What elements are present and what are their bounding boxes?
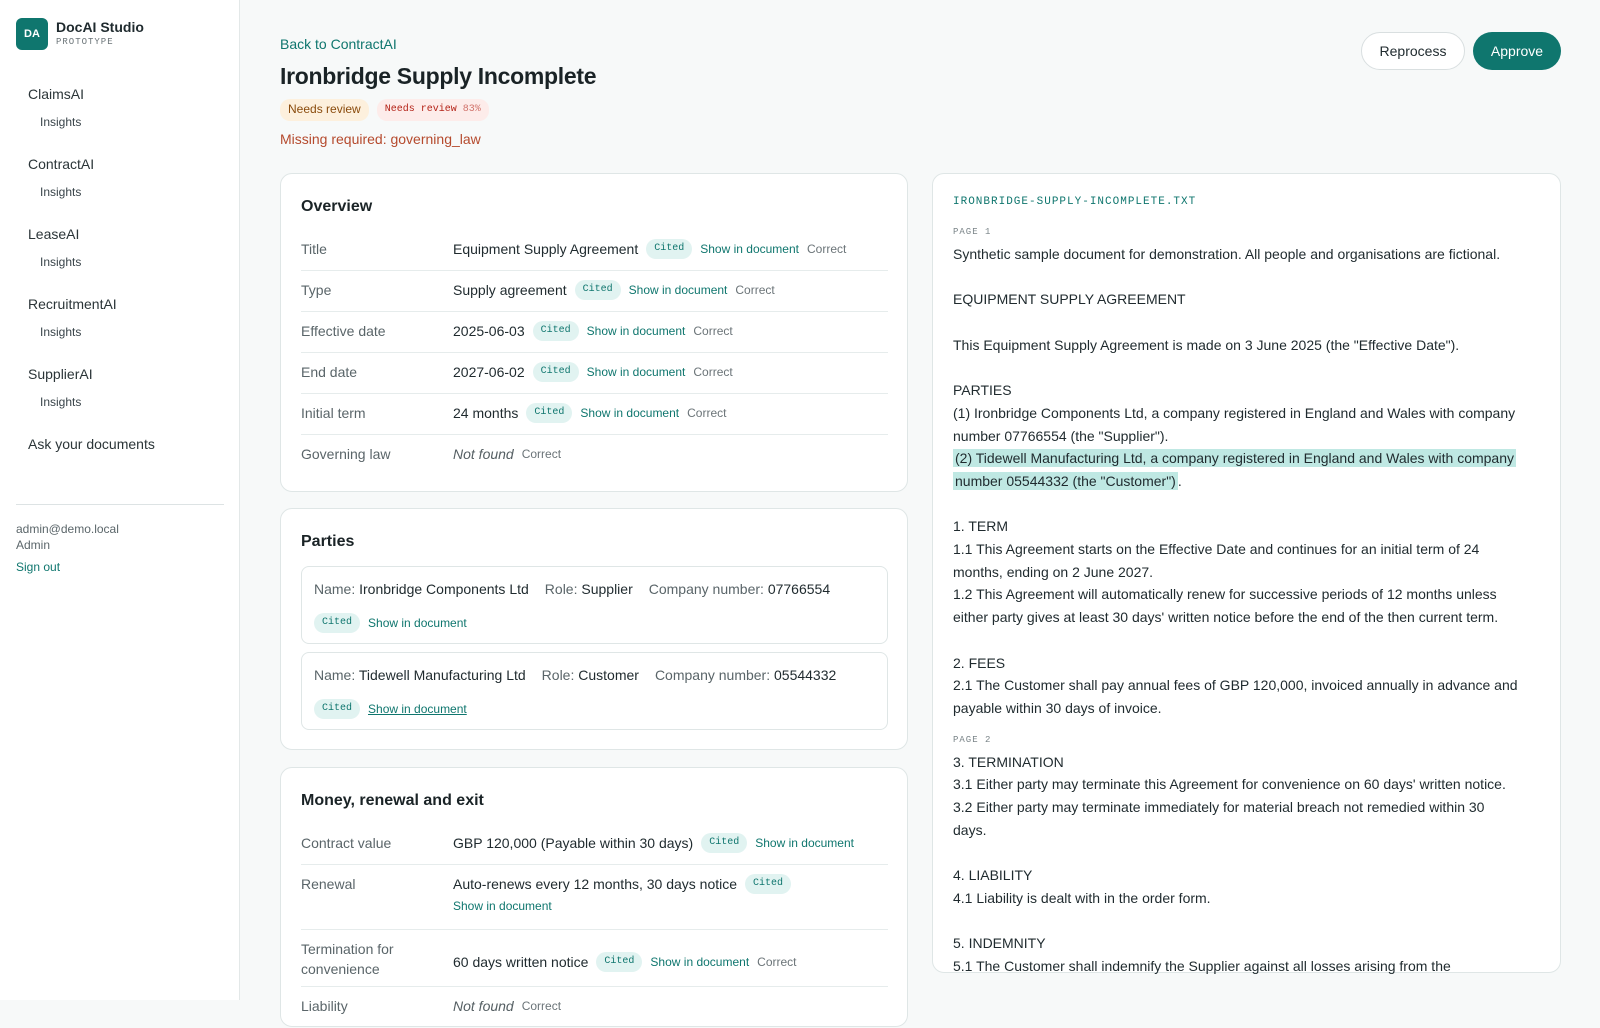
sidebar-subitem-claimsai-insights[interactable]: Insights bbox=[40, 115, 82, 129]
document-body bbox=[953, 224, 1543, 978]
document-line: months, ending on 2 June 2027. bbox=[953, 563, 1154, 580]
document-line: Synthetic sample document for demonstration. All people and organisations are fictional. bbox=[953, 246, 1501, 262]
party-name-label: Name: bbox=[314, 581, 356, 597]
party-name: Tidewell Manufacturing Ltd bbox=[358, 667, 526, 683]
correct-link[interactable]: Correct bbox=[693, 324, 733, 338]
page-label: PAGE 1 bbox=[953, 227, 992, 237]
missing-required-warning: Missing required: governing_law bbox=[280, 131, 481, 147]
party-role-label: Role: bbox=[541, 667, 575, 683]
sidebar-item-leaseai[interactable]: LeaseAI bbox=[28, 226, 80, 242]
field-value-not-found: Not found bbox=[453, 446, 514, 462]
cited-badge: Cited bbox=[533, 321, 579, 341]
reprocess-button[interactable]: Reprocess bbox=[1361, 32, 1465, 70]
correct-link[interactable]: Correct bbox=[521, 447, 562, 461]
show-in-document-link[interactable]: Show in document bbox=[586, 365, 686, 379]
field-value: Supply agreement bbox=[453, 282, 567, 298]
sidebar-item-claimsai[interactable]: ClaimsAI bbox=[28, 86, 85, 102]
field-value: Auto-renews every 12 months, 30 days notice bbox=[453, 876, 738, 892]
sidebar-subitem-supplierai-insights[interactable]: Insights bbox=[40, 395, 82, 409]
field-label: Effective date bbox=[301, 323, 386, 339]
sidebar bbox=[0, 0, 240, 1000]
field-value: GBP 120,000 (Payable within 30 days) bbox=[453, 835, 694, 851]
field-value: 2027-06-02 bbox=[453, 364, 525, 380]
field-value: 2025-06-03 bbox=[453, 323, 525, 339]
field-row-termination bbox=[301, 930, 888, 987]
document-filename: IRONBRIDGE-SUPPLY-INCOMPLETE.TXT bbox=[953, 196, 1197, 208]
user-email: admin@demo.local bbox=[16, 522, 119, 536]
document-viewer[interactable] bbox=[932, 173, 1561, 973]
document-line: 5.1 The Customer shall indemnify the Supplier against all losses arising from the bbox=[953, 957, 1451, 974]
document-line: 3.2 Either party may terminate immediately for material breach not remedied within 30 bbox=[953, 799, 1485, 816]
document-line: days. bbox=[953, 821, 987, 838]
correct-link[interactable]: Correct bbox=[806, 242, 847, 256]
citation-highlight: (2) Tidewell Manufacturing Ltd, a company registered in England and Wales with company bbox=[955, 450, 1514, 467]
overview-card bbox=[280, 173, 908, 492]
field-value-not-found: Not found bbox=[453, 998, 514, 1014]
page-title: Ironbridge Supply Incomplete bbox=[280, 63, 597, 89]
document-line: This Equipment Supply Agreement is made on 3 June 2025 (the "Effective Date"). bbox=[953, 336, 1460, 353]
status-badges bbox=[280, 99, 489, 121]
field-row-contract-value bbox=[301, 824, 888, 865]
review-badge-label: Needs review bbox=[384, 104, 457, 115]
cited-badge: Cited bbox=[314, 613, 360, 633]
document-line: (1) Ironbridge Components Ltd, a company registered in England and Wales with company bbox=[953, 404, 1516, 421]
citation-highlight: number 05544332 (the "Customer") bbox=[955, 472, 1176, 489]
sidebar-nav bbox=[16, 80, 224, 458]
correct-link[interactable]: Correct bbox=[735, 283, 775, 297]
field-row-type bbox=[301, 271, 888, 312]
brand[interactable] bbox=[16, 18, 144, 50]
document-line: 2. FEES bbox=[953, 654, 1006, 671]
parties-card bbox=[280, 508, 908, 750]
show-in-document-link[interactable]: Show in document bbox=[368, 616, 467, 630]
document-line: payable within 30 days of invoice. bbox=[953, 699, 1162, 716]
sidebar-item-contractai[interactable]: ContractAI bbox=[28, 156, 95, 172]
field-value: 24 months bbox=[453, 405, 519, 421]
field-row-initial-term bbox=[301, 394, 888, 435]
cited-badge: Cited bbox=[596, 952, 642, 972]
document-line bbox=[953, 910, 1543, 933]
brand-subtitle: PROTOTYPE bbox=[56, 37, 114, 47]
sidebar-item-supplierai[interactable]: SupplierAI bbox=[28, 366, 93, 382]
document-line bbox=[953, 356, 1543, 379]
sidebar-item-ask-documents[interactable]: Ask your documents bbox=[28, 436, 155, 452]
field-label: Type bbox=[301, 282, 332, 298]
document-line: 4. LIABILITY bbox=[953, 867, 1033, 884]
sidebar-subitem-contractai-insights[interactable]: Insights bbox=[40, 185, 82, 199]
document-line: 5. INDEMNITY bbox=[953, 935, 1046, 952]
approve-button[interactable]: Approve bbox=[1473, 32, 1561, 70]
parties-title: Parties bbox=[301, 533, 355, 550]
show-in-document-link[interactable]: Show in document bbox=[586, 324, 686, 338]
document-page-1-lines-cont bbox=[953, 493, 1543, 720]
sidebar-divider bbox=[16, 504, 224, 505]
show-in-document-link[interactable]: Show in document bbox=[580, 406, 680, 420]
show-in-document-link[interactable]: Show in document bbox=[650, 955, 750, 969]
field-row-governing-law bbox=[301, 435, 888, 476]
document-line: number 07766554 (the "Supplier"). bbox=[953, 427, 1169, 444]
correct-link[interactable]: Correct bbox=[687, 406, 727, 420]
document-line: either party gives at least 30 days' written notice before the end of the then current term. bbox=[953, 609, 1499, 626]
field-label: Contract value bbox=[301, 835, 392, 851]
sign-out-link[interactable]: Sign out bbox=[16, 560, 61, 574]
party-item bbox=[301, 566, 888, 644]
party-company-number: 05544332 bbox=[774, 667, 837, 683]
user-box bbox=[16, 521, 119, 575]
review-confidence-badge bbox=[377, 99, 489, 121]
field-label: Liability bbox=[301, 998, 348, 1014]
brand-name: DocAI Studio bbox=[56, 19, 144, 35]
citation-tail: . bbox=[1177, 472, 1182, 489]
field-value: Equipment Supply Agreement bbox=[453, 241, 639, 257]
document-line: 3.1 Either party may terminate this Agreement for convenience on 60 days' written notice. bbox=[953, 776, 1506, 793]
page-label: PAGE 2 bbox=[953, 734, 992, 745]
document-line bbox=[953, 266, 1543, 289]
document-line bbox=[953, 493, 1543, 516]
field-value: 60 days written notice bbox=[453, 954, 589, 970]
sidebar-item-recruitmentai[interactable]: RecruitmentAI bbox=[28, 296, 117, 312]
cited-badge: Cited bbox=[533, 362, 579, 382]
field-label: Governing law bbox=[301, 446, 391, 462]
document-line bbox=[953, 629, 1543, 652]
party-role: Customer bbox=[578, 667, 639, 683]
party-item bbox=[301, 652, 888, 730]
back-link[interactable]: Back to ContractAI bbox=[280, 36, 397, 52]
field-row-end-date bbox=[301, 353, 888, 394]
brand-logo: DA bbox=[16, 18, 48, 50]
cited-badge: Cited bbox=[701, 833, 747, 853]
highlighted-citation-cont bbox=[953, 470, 1543, 493]
document-line: EQUIPMENT SUPPLY AGREEMENT bbox=[953, 291, 1186, 308]
correct-link[interactable]: Correct bbox=[757, 955, 797, 969]
highlighted-citation bbox=[953, 447, 1543, 470]
field-label: Initial term bbox=[301, 405, 366, 421]
document-line bbox=[953, 842, 1543, 865]
show-in-document-link[interactable]: Show in document bbox=[368, 702, 467, 716]
show-in-document-link[interactable]: Show in document bbox=[755, 836, 854, 850]
document-line: 1.2 This Agreement will automatically renew for successive periods of 12 months unless bbox=[953, 586, 1497, 603]
party-role: Supplier bbox=[581, 581, 633, 597]
party-company-number: 07766554 bbox=[767, 581, 831, 597]
party-name: Ironbridge Components Ltd bbox=[359, 581, 529, 597]
party-company-label: Company number: bbox=[648, 581, 764, 597]
field-label: Renewal bbox=[301, 876, 356, 892]
document-line bbox=[953, 311, 1543, 334]
cited-badge: Cited bbox=[745, 874, 791, 894]
field-row-renewal bbox=[301, 865, 888, 930]
correct-link[interactable]: Correct bbox=[693, 365, 733, 379]
document-line: 1. TERM bbox=[953, 518, 1008, 535]
user-role: Admin bbox=[16, 538, 51, 552]
document-line: PARTIES bbox=[953, 382, 1012, 399]
review-badge-percent: 83% bbox=[462, 104, 481, 115]
document-line: 3. TERMINATION bbox=[953, 753, 1064, 770]
party-role-label: Role: bbox=[544, 581, 578, 597]
show-in-document-link[interactable]: Show in document bbox=[700, 242, 799, 256]
document-line: 1.1 This Agreement starts on the Effective Date and continues for an initial term of 24 bbox=[953, 541, 1480, 558]
document-page-1-lines bbox=[953, 243, 1543, 447]
sidebar-subitem-leaseai-insights[interactable]: Insights bbox=[40, 255, 82, 269]
cited-badge: Cited bbox=[314, 699, 360, 719]
status-badge: Needs review bbox=[280, 99, 369, 121]
party-name-label: Name: bbox=[314, 667, 356, 683]
document-line: 2.1 The Customer shall pay annual fees of GBP 120,000, invoiced annually in advance and bbox=[953, 677, 1518, 694]
money-title: Money, renewal and exit bbox=[301, 792, 484, 809]
document-line: 4.1 Liability is dealt with in the order form. bbox=[953, 889, 1211, 906]
cited-badge: Cited bbox=[646, 239, 692, 259]
field-label: Title bbox=[301, 241, 327, 257]
cited-badge: Cited bbox=[526, 403, 572, 423]
document-page-2-lines bbox=[953, 751, 1543, 978]
field-label: End date bbox=[301, 364, 358, 380]
party-company-label: Company number: bbox=[654, 667, 771, 683]
cited-badge: Cited bbox=[575, 280, 621, 300]
field-row-title bbox=[301, 230, 888, 271]
field-row-liability bbox=[301, 987, 888, 1028]
field-row-effective-date bbox=[301, 312, 888, 353]
money-renewal-exit-card bbox=[280, 767, 908, 1027]
show-in-document-link[interactable]: Show in document bbox=[453, 899, 552, 913]
field-label: Termination for convenience bbox=[301, 941, 394, 977]
correct-link[interactable]: Correct bbox=[521, 999, 562, 1013]
show-in-document-link[interactable]: Show in document bbox=[628, 283, 728, 297]
sidebar-subitem-recruitmentai-insights[interactable]: Insights bbox=[40, 325, 82, 339]
overview-title: Overview bbox=[301, 198, 373, 215]
